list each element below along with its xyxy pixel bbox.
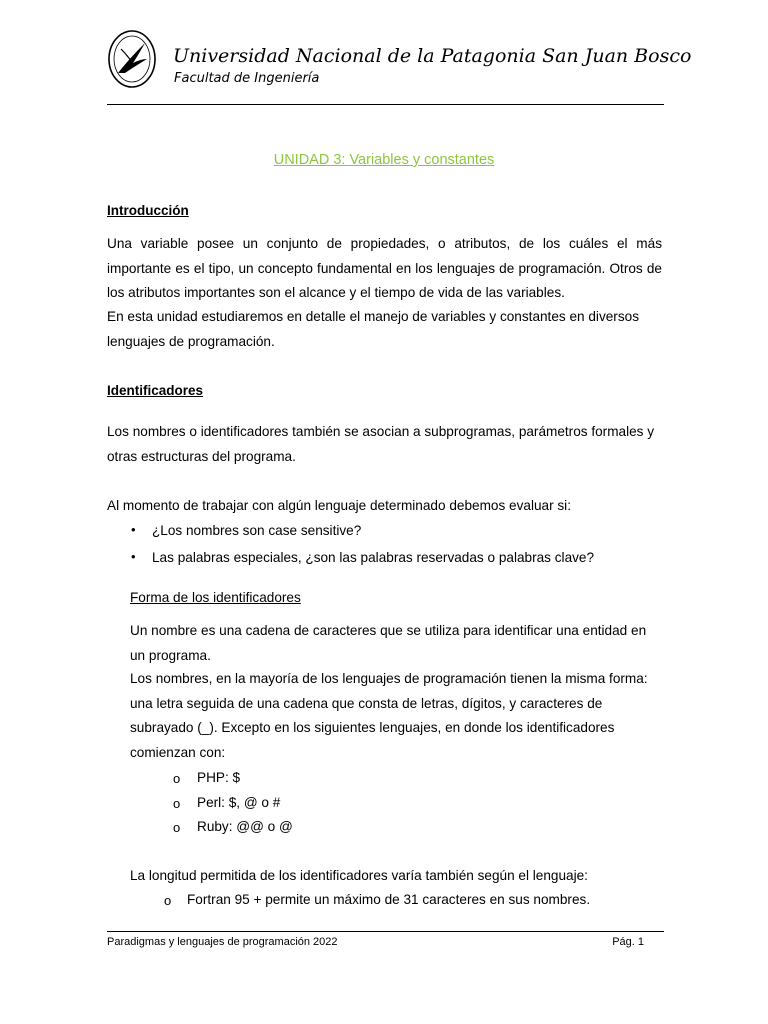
bullet-icon: •	[131, 522, 136, 537]
university-seal-icon	[107, 29, 157, 89]
page-title: UNIDAD 3: Variables y constantes	[273, 152, 495, 168]
university-name: Universidad Nacional de la Patagonia San Juan Bosco	[173, 45, 692, 67]
subheading-forma: Forma de los identificadores	[130, 590, 301, 605]
list-item: Fortran 95 + permite un máximo de 31 caracteres en sus nombres.	[187, 892, 591, 907]
footer-course: Paradigmas y lenguajes de programación 2022	[107, 936, 338, 948]
page-header	[107, 27, 692, 105]
circle-bullet-icon: o	[173, 796, 181, 811]
faculty-name: Facultad de Ingeniería	[174, 71, 320, 86]
footer-page-number: Pág. 1	[612, 936, 644, 948]
length-paragraph: La longitud permitida de los identificadores varía también según el lenguaje:	[130, 868, 588, 883]
identifiers-paragraph-2: Al momento de trabajar con algún lenguaje determinado debemos evaluar si:	[107, 498, 571, 513]
identifiers-paragraph-1: Los nombres o identificadores también se asocian a subprogramas, parámetros formales y otras estructuras del programa.	[107, 424, 655, 464]
circle-bullet-icon: o	[164, 893, 172, 908]
form-paragraph-2: Los nombres, en la mayoría de los lenguajes de programación tienen la misma forma: una letra seguida de una cadena que consta de letras, dígitos, y caracteres de subrayado (_). Excepto en los siguientes lenguajes, en donde los identificadores comienzan con:	[130, 671, 648, 760]
intro-paragraph-1: Una variable posee un conjunto de propiedades, o atributos, de los cuáles el más importante es el tipo, un concepto fundamental en los lenguajes de programación. Otros de los atributos importantes son el alcance y el tiempo de vida de las variables.	[107, 236, 662, 300]
heading-introduccion: Introducción	[107, 203, 189, 218]
heading-identificadores: Identificadores	[107, 383, 204, 398]
list-item: Perl: $, @ o #	[197, 795, 281, 810]
list-item: Ruby: @@ o @	[197, 819, 293, 834]
bullet-icon: •	[131, 549, 136, 564]
circle-bullet-icon: o	[173, 771, 181, 786]
list-item: Las palabras especiales, ¿son las palabras reservadas o palabras clave?	[152, 550, 595, 565]
circle-bullet-icon: o	[173, 820, 181, 835]
list-item: ¿Los nombres son case sensitive?	[152, 523, 362, 538]
list-item: PHP: $	[197, 770, 241, 785]
page-footer	[107, 931, 664, 948]
form-paragraph-1: Un nombre es una cadena de caracteres que se utiliza para identificar una entidad en un programa.	[130, 623, 647, 663]
intro-paragraph-2: En esta unidad estudiaremos en detalle el manejo de variables y constantes en diversos lenguajes de programación.	[107, 309, 639, 349]
